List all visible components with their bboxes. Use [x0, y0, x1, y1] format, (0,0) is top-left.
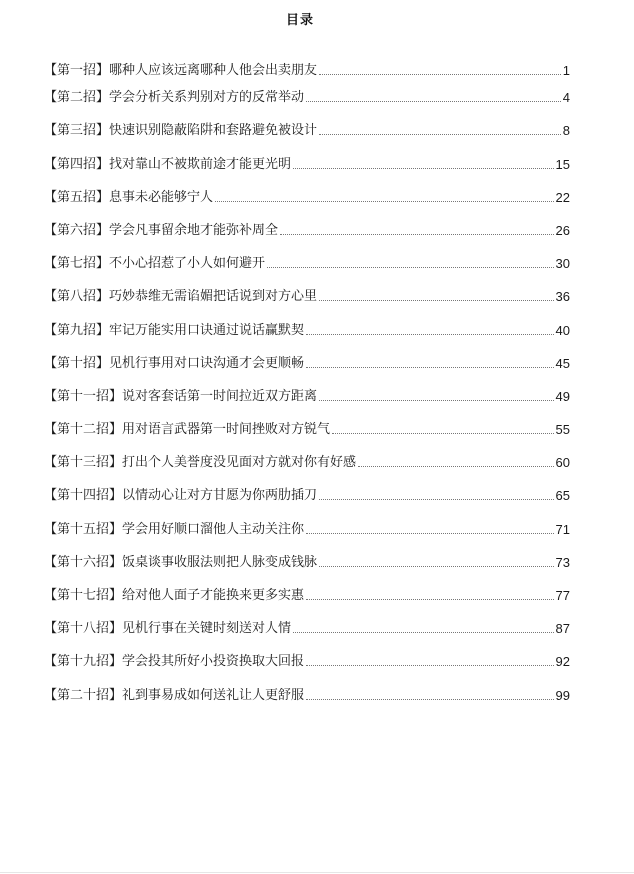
toc-entry-label: 【第七招】 — [44, 256, 110, 272]
toc-entry[interactable] — [46, 645, 570, 678]
toc-entry-title: 息事未必能够宁人 — [109, 189, 214, 205]
toc-entry-label: 【第十八招】 — [44, 621, 123, 637]
toc-entry-title: 用对语言武器第一时间挫败对方锐气 — [122, 422, 331, 438]
toc-entry[interactable] — [46, 81, 570, 114]
toc-entry[interactable] — [46, 446, 570, 479]
toc-entry[interactable] — [46, 181, 570, 214]
toc-entry-page-number: 73 — [555, 554, 570, 570]
toc-entry-label: 【第八招】 — [44, 289, 110, 305]
toc-entry-title: 牢记万能实用口诀通过说话赢默契 — [109, 322, 305, 338]
toc-dot-leader — [293, 632, 554, 633]
toc-dot-leader — [280, 234, 554, 235]
toc-list — [46, 63, 570, 712]
toc-entry-page-number: 45 — [555, 355, 570, 371]
toc-entry[interactable] — [46, 546, 570, 579]
toc-entry-label: 【第十七招】 — [44, 588, 123, 603]
toc-entry[interactable] — [46, 247, 570, 280]
toc-entry-page-number: 4 — [562, 90, 570, 106]
toc-entry-page-number: 8 — [562, 123, 570, 139]
page-bottom-divider — [0, 872, 634, 873]
toc-entry[interactable] — [46, 347, 570, 380]
toc-entry-page-number: 87 — [555, 621, 570, 637]
toc-entry[interactable] — [46, 579, 570, 612]
toc-entry-label: 【第四招】 — [44, 156, 110, 172]
toc-entry-page-number: 36 — [555, 289, 570, 305]
toc-entry-title: 打出个人美誉度没见面对方就对你有好感 — [122, 455, 357, 471]
toc-entry-label: 【第三招】 — [44, 123, 110, 139]
toc-entry-title: 找对靠山不被欺前途才能更光明 — [109, 156, 292, 172]
toc-dot-leader — [319, 74, 561, 75]
toc-entry-page-number: 1 — [562, 63, 570, 78]
toc-entry-label: 【第十九招】 — [44, 654, 123, 670]
toc-entry-label: 【第十三招】 — [44, 455, 123, 471]
toc-entry-page-number: 99 — [555, 687, 570, 703]
toc-entry-page-number: 65 — [555, 488, 570, 504]
toc-entry-label: 【第六招】 — [44, 222, 110, 238]
toc-entry-page-number: 26 — [555, 222, 570, 238]
toc-dot-leader — [306, 101, 561, 102]
toc-dot-leader — [306, 533, 554, 534]
toc-entry[interactable] — [46, 612, 570, 645]
toc-dot-leader — [319, 300, 554, 301]
toc-entry-label: 【第九招】 — [44, 322, 110, 338]
toc-entry-title: 快速识别隐蔽陷阱和套路避免被设计 — [109, 123, 318, 139]
toc-dot-leader — [306, 334, 554, 335]
toc-entry-label: 【第二十招】 — [44, 687, 123, 703]
toc-entry-page-number: 77 — [555, 588, 570, 603]
toc-entry-title: 给对他人面子才能换来更多实惠 — [122, 588, 305, 603]
toc-heading: 目录 — [285, 13, 314, 28]
toc-entry[interactable] — [46, 147, 570, 180]
toc-entry-label: 【第十六招】 — [44, 554, 123, 570]
toc-dot-leader — [306, 367, 554, 368]
toc-entry-title: 以情动心让对方甘愿为你两肋插刀 — [122, 488, 318, 504]
toc-entry-title: 说对客套话第一时间拉近双方距离 — [122, 388, 318, 404]
toc-entry-page-number: 30 — [555, 256, 570, 272]
toc-entry[interactable] — [46, 380, 570, 413]
toc-entry[interactable] — [46, 214, 570, 247]
toc-dot-leader — [215, 201, 554, 202]
toc-dot-leader — [319, 400, 554, 401]
toc-entry-title: 哪种人应该远离哪种人他会出卖朋友 — [109, 63, 318, 78]
toc-dot-leader — [293, 168, 554, 169]
toc-entry-page-number: 55 — [555, 422, 570, 438]
toc-entry[interactable] — [46, 678, 570, 711]
toc-entry[interactable] — [46, 313, 570, 346]
toc-entry-title: 不小心招惹了小人如何避开 — [109, 256, 266, 272]
toc-entry-title: 学会分析关系判别对方的反常举动 — [109, 90, 305, 106]
toc-entry-title: 见机行事在关键时刻送对人情 — [122, 621, 292, 637]
toc-entry-page-number: 92 — [555, 654, 570, 670]
toc-entry-label: 【第二招】 — [44, 90, 110, 106]
toc-entry-label: 【第十五招】 — [44, 521, 123, 537]
toc-entry-title: 巧妙恭维无需谄媚把话说到对方心里 — [109, 289, 318, 305]
toc-entry-title: 饭桌谈事收服法则把人脉变成钱脉 — [122, 554, 318, 570]
toc-entry-page-number: 71 — [555, 521, 570, 537]
toc-entry-page-number: 40 — [555, 322, 570, 338]
toc-entry[interactable] — [46, 280, 570, 313]
toc-entry-page-number: 60 — [555, 455, 570, 471]
toc-entry-page-number: 49 — [555, 388, 570, 404]
toc-entry[interactable] — [46, 512, 570, 545]
toc-entry-title: 见机行事用对口诀沟通才会更顺畅 — [109, 355, 305, 371]
toc-entry-label: 【第十二招】 — [44, 422, 123, 438]
toc-entry-page-number: 22 — [555, 189, 570, 205]
toc-dot-leader — [306, 699, 554, 700]
toc-entry-title: 礼到事易成如何送礼让人更舒服 — [122, 687, 305, 703]
toc-entry-page-number: 15 — [555, 156, 570, 172]
toc-entry[interactable] — [46, 479, 570, 512]
toc-dot-leader — [332, 433, 554, 434]
toc-entry-label: 【第十四招】 — [44, 488, 123, 504]
toc-dot-leader — [267, 267, 554, 268]
toc-entry-title: 学会用好顺口溜他人主动关注你 — [122, 521, 305, 537]
toc-dot-leader — [319, 566, 554, 567]
toc-entry-label: 【第十招】 — [44, 355, 110, 371]
toc-dot-leader — [319, 499, 554, 500]
toc-entry-label: 【第十一招】 — [44, 388, 123, 404]
toc-entry-label: 【第五招】 — [44, 189, 110, 205]
toc-entry[interactable] — [46, 63, 570, 81]
toc-entry-title: 学会凡事留余地才能弥补周全 — [109, 222, 279, 238]
toc-dot-leader — [358, 466, 554, 467]
toc-dot-leader — [306, 665, 554, 666]
toc-dot-leader — [319, 134, 561, 135]
toc-entry-title: 学会投其所好小投资换取大回报 — [122, 654, 305, 670]
toc-entry[interactable] — [46, 114, 570, 147]
toc-entry-label: 【第一招】 — [44, 63, 110, 78]
toc-entry[interactable] — [46, 413, 570, 446]
toc-dot-leader — [306, 599, 554, 600]
